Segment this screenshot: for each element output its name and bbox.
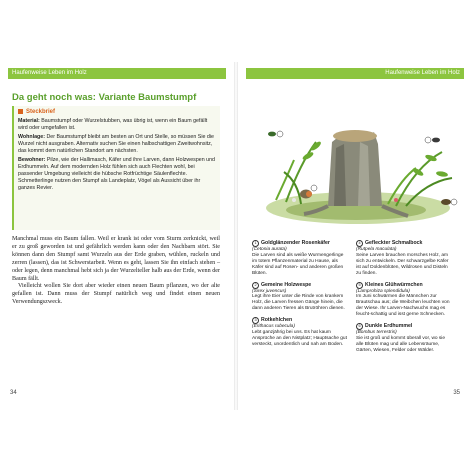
entry-name: Dunkle Erdhummel	[365, 323, 413, 330]
legend-entry	[356, 240, 452, 277]
tree-stump-illustration	[246, 82, 464, 232]
page-number-right: 35	[453, 390, 460, 396]
entry-number: 5	[356, 282, 363, 289]
entry-text: Seine Larven brauchen morsches Holz, am sich zu entwickeln. Der schwarzgelbe Käfer ist auf Doldenblüten, Wildrosen und Disteln zu finden.	[356, 252, 449, 276]
legend-entry	[252, 317, 348, 348]
wohnlage-paragraph	[18, 134, 216, 155]
entry-text: Im Juni schwärmen die Männchen zur Brautschau aus; die Weibchen leuchten von der Wiese. Ihr Larven-Nachwuchs mag es feucht-schattig und isst gerne Schnecken.	[356, 294, 450, 318]
entry-name: Kleines Glühwürmchen	[365, 281, 423, 288]
entry-text: Lebt ganzjährig bei uns. Es hat kaum Ansprüche an den Nistplatz; Hauptsache gut versteckt, unordentlich und nah am Boden.	[252, 330, 347, 347]
entry-text: Legt ihre Eier unter die Rinde von krankem Holz, die Larven fressen Gänge hinein, die dann anderen Tieren als Brutröhren dienen.	[252, 294, 345, 312]
steckbrief-title-text: Steckbrief	[26, 109, 56, 116]
entry-number: 1	[252, 240, 259, 247]
legend-entry	[252, 282, 348, 313]
entry-number: 4	[356, 240, 363, 247]
entry-latin: (Cetonia aurata)	[252, 247, 287, 252]
entry-latin: (Sirex juvencus)	[252, 288, 287, 294]
page-number-left: 34	[10, 390, 17, 396]
entry-latin: (Rutpela maculata)	[356, 247, 397, 252]
bumblebee-illustration	[441, 199, 451, 205]
entry-name: Gefleckter Schmalbock	[365, 240, 423, 246]
legend-column-1	[252, 240, 348, 353]
wasp-illustration	[432, 138, 440, 143]
entry-latin: (Lamprohiza splendidula)	[356, 288, 410, 294]
beetle-illustration	[268, 132, 276, 137]
entry-name: Gemeine Holzwespe	[261, 281, 312, 288]
wohnlage-text: Der Baumstumpf bleibt am besten an Ort und Stelle, so müssen Sie die Wurzel nicht ausgraben. Alternativ suchen Sie einen halbschattigen Zweitwohnsitz, das kommt dem natürlichen Standort am nächsten.	[18, 134, 214, 155]
body-text	[12, 236, 220, 307]
material-label: Material:	[18, 118, 40, 125]
entry-latin: (Bombus terrestris)	[356, 330, 397, 336]
bewohner-label: Bewohner:	[18, 157, 46, 164]
right-page	[238, 62, 472, 410]
wohnlage-label: Wohnlage:	[18, 134, 45, 141]
bewohner-text: Pilze, wie der Hallimasch, Käfer und ihre Larven, dann Holzwespen und Erdhummeln. Auf dem modernden Holz fühlen sich auch Flechten wohl, bei passender Umgebung vielleicht die hübsche Rotfrüchtige Säulenflechte. Schmetterlinge nutzen den Stumpf als Landeplatz, Vögel als Aussicht über ihr ganzes Revier.	[18, 157, 215, 192]
body-paragraph-2: Vielleicht wollen Sie dort aber wieder einen neuen Baum pflanzen, wo der alte gefallen ist. Dann muss der Stumpf natürlich weg und findet einen neuen Verwendungszweck.	[12, 283, 220, 306]
material-paragraph	[18, 118, 216, 132]
entry-number: 3	[252, 317, 259, 324]
entry-number: 6	[356, 323, 363, 330]
legend-entry	[356, 282, 452, 319]
material-text: Baumstumpf oder Wurzelstubben, was übrig ist, wenn ein Baum gefällt wird oder umgefallen ist.	[18, 118, 208, 132]
running-header-left: Haufenweise Leben im Holz	[8, 68, 226, 79]
entry-text: Sie ist groß und kommt überall vor, wo sie alle Blüten mag und alle Lebensräume, Gärten, Wiesen, Felder oder Wälder.	[356, 335, 446, 353]
legend-column-2	[356, 240, 452, 359]
left-page	[0, 62, 234, 410]
legend-entry	[252, 240, 348, 277]
entry-number: 2	[252, 282, 259, 289]
steckbrief-marker-icon	[18, 109, 23, 114]
body-paragraph-1: Manchmal muss ein Baum fallen. Weil er krank ist oder vom Sturm zerknickt, weil er zu groß geworden ist und gefährlich werden kann oder den Nachbarn stört. Sie können dann den Stumpf samt Wurzeln aus der Erde graben, wühlen, ruckeln und zerren (lassen), das ist Schwerstarbeit. Wenn es geht, lassen Sie ihn einfach stehen – oder legen, denn manchmal hebt sich ja der Wurzelteller halb aus der Erde, wenn der Baum fällt.	[12, 236, 220, 282]
entry-text: Die Larven sind als weiße Wurmengerlinge im totem Pflanzenmaterial zu Hause, als Käfer sind auf Rosen- und anderen großen Blüten.	[252, 252, 344, 276]
robin-illustration	[300, 190, 312, 199]
section-title: Da geht noch was: Variante Baumstumpf	[12, 92, 197, 103]
bewohner-paragraph	[18, 157, 216, 192]
steckbrief-box	[12, 106, 220, 230]
running-header-right: Haufenweise Leben im Holz	[246, 68, 464, 79]
entry-name: Goldglänzender Rosenkäfer	[261, 240, 330, 246]
steckbrief-title	[18, 109, 216, 116]
legend-entry	[356, 323, 452, 354]
entry-latin: (Erithacus rubecula)	[252, 324, 295, 330]
entry-name: Rotkehlchen	[261, 317, 293, 324]
